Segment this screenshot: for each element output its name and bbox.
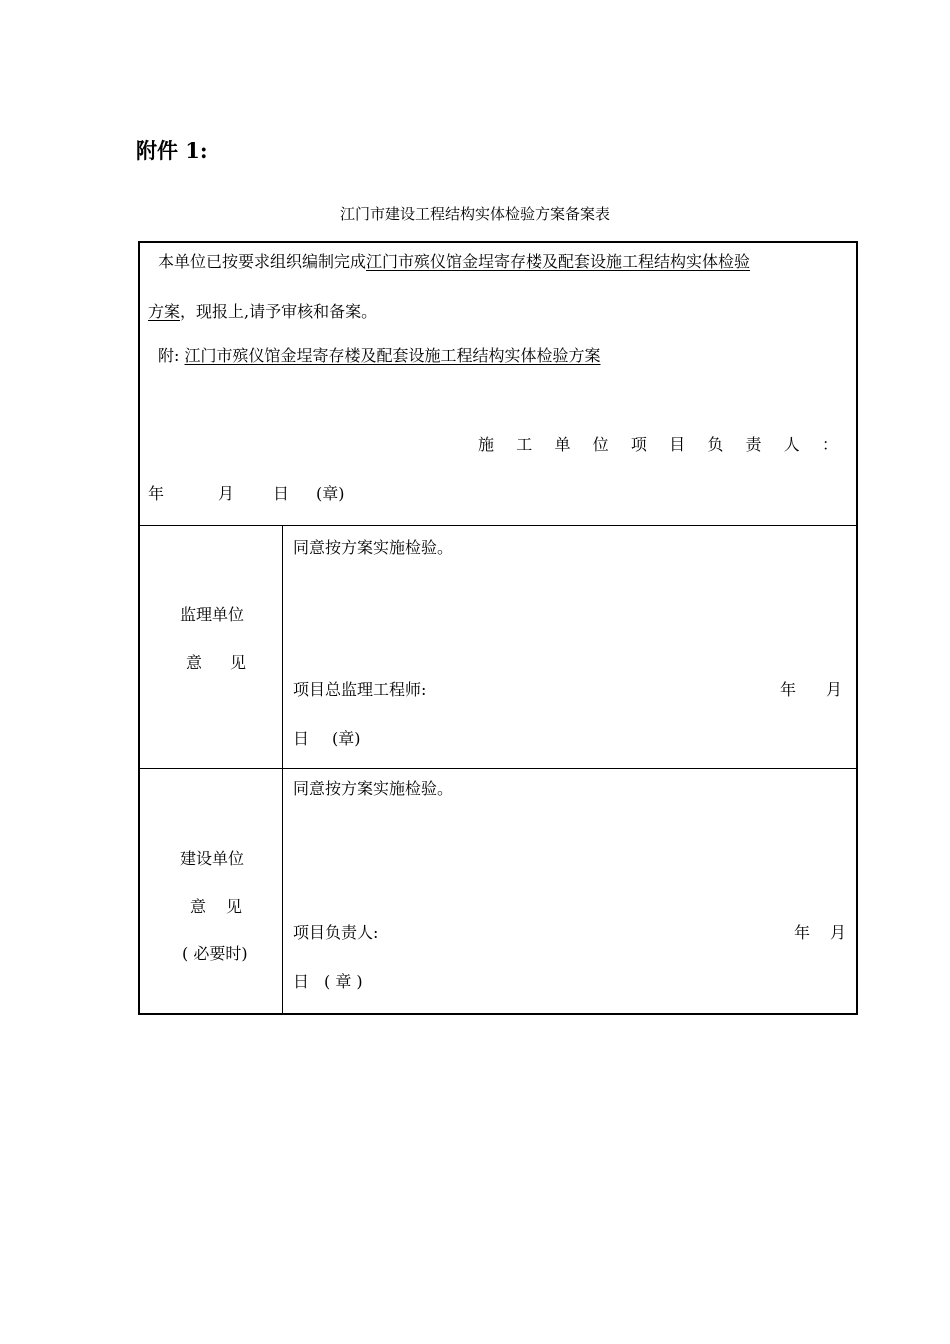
supervisor-date-month: 月 [826,680,843,699]
supervisor-opinion: 同意按方案实施检验。 [293,538,454,557]
signer-char: 工 [516,435,533,454]
attachment-label: 附件 1: [136,138,208,163]
contractor-date-day: 日 [273,484,290,503]
row-divider-1 [138,525,858,526]
supervisor-date-year: 年 [780,680,797,699]
row-divider-2 [138,768,858,769]
column-divider [282,525,283,1014]
attachment-name: 江门市殡仪馆金埕寄存楼及配套设施工程结构实体检验方案 [184,346,601,365]
submission-statement [158,249,750,272]
table-border-bottom [138,1013,858,1015]
submission-prefix: 本单位已按要求组织编制完成 [158,252,367,271]
signer-char: 人 [783,435,800,454]
submission-statement-cont [148,299,377,322]
owner-date-day: 日 [293,972,310,991]
project-name-line2: 方案 [148,302,181,321]
project-name-line1: 江门市殡仪馆金埕寄存楼及配套设施工程结构实体检验 [366,252,751,271]
attachment-line [158,343,601,366]
signer-char: 目 [669,435,686,454]
owner-label-conditional: ( 必要时) [182,944,248,963]
contractor-date-month: 月 [218,484,235,503]
owner-seal: ( 章 ) [324,972,363,991]
supervisor-seal: (章) [332,729,361,748]
signer-char: ： [821,435,838,454]
signer-char: 单 [554,435,571,454]
attachment-prefix: 附: [158,346,180,365]
owner-label-opinion-b: 见 [226,897,243,916]
submission-suffix: ，现报上,请予审核和备案。 [180,302,378,321]
owner-date-month: 月 [830,923,847,942]
signer-char: 负 [707,435,724,454]
supervisor-label-opinion-a: 意 [186,653,203,672]
supervisor-label-opinion-b: 见 [230,653,247,672]
table-border-right [856,241,858,1015]
contractor-seal: (章) [316,484,345,503]
supervisor-label: 监理单位 [180,605,245,624]
owner-date-year: 年 [794,923,811,942]
supervisor-date-day: 日 [293,729,310,748]
owner-label: 建设单位 [180,849,245,868]
signer-char: 施 [478,435,495,454]
contractor-date-year: 年 [148,484,165,503]
supervisor-signer: 项目总监理工程师: [293,680,427,699]
form-title: 江门市建设工程结构实体检验方案备案表 [339,205,610,223]
owner-label-opinion-a: 意 [190,897,207,916]
signer-char: 位 [592,435,609,454]
owner-signer: 项目负责人: [293,923,379,942]
table-border-left [138,241,140,1015]
owner-opinion: 同意按方案实施检验。 [293,779,454,798]
signer-char: 责 [745,435,762,454]
signer-char: 项 [630,435,647,454]
table-border-top [138,241,858,243]
contractor-signer-label [478,432,838,455]
